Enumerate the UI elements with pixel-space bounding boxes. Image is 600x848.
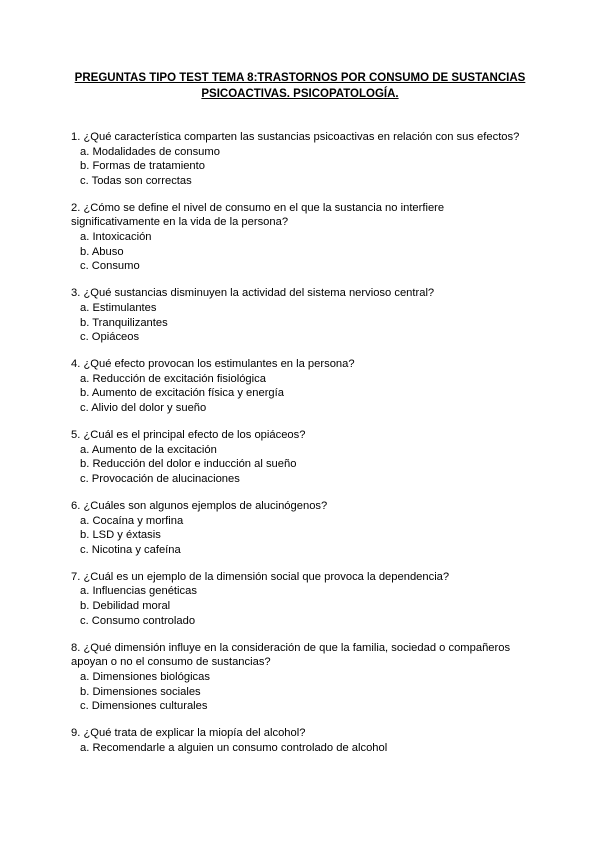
answer-option: b. Aumento de excitación física y energía [80,387,284,400]
question-text: 4. ¿Qué efecto provocan los estimulantes en la persona? [71,358,355,371]
answer-option: b. Tranquilizantes [80,316,168,329]
question-9 [71,726,541,755]
answer-option: c. Dimensiones culturales [80,700,208,713]
question-text: 3. ¿Qué sustancias disminuyen la actividad del sistema nervioso central? [71,287,435,300]
question-text: 1. ¿Qué característica comparten las sustancias psicoactivas en relación con sus efectos? [71,131,520,143]
answer-option: a. Estimulantes [80,301,157,314]
question-4 [71,357,541,415]
question-text: 5. ¿Cuál es el principal efecto de los opiáceos? [71,429,306,442]
answer-option: b. Abuso [80,245,124,258]
answer-option: a. Modalidades de consumo [80,145,220,158]
question-text: 2. ¿Cómo se define el nivel de consumo en el que la sustancia no interfiere [71,201,445,214]
question-text: 6. ¿Cuáles son algunos ejemplos de alucinógenos? [71,499,328,512]
answer-option: a. Reducción de excitación fisiológica [80,372,266,385]
question-text: 9. ¿Qué trata de explicar la miopía del alcohol? [71,727,306,740]
answer-option: a. Influencias genéticas [80,585,197,598]
question-2 [71,201,541,274]
answer-option: b. Debilidad moral [80,600,171,613]
answer-option: a. Dimensiones biológicas [80,670,210,683]
answer-option: a. Aumento de la excitación [80,443,217,456]
question-3 [71,286,541,344]
answer-option: c. Alivio del dolor y sueño [80,402,207,414]
answer-option: b. Dimensiones sociales [80,685,201,698]
answer-option: b. Formas de tratamiento [80,160,205,173]
question-text: apoyan o no el consumo de sustancias? [71,656,271,669]
question-5 [71,428,541,486]
question-list [71,130,541,768]
page-title [0,70,600,102]
answer-option: c. Todas son correctas [80,174,192,187]
question-text: 8. ¿Qué dimensión influye en la consideración de que la familia, sociedad o compañeros [71,641,511,654]
answer-option: c. Consumo controlado [80,614,196,627]
answer-option: b. LSD y éxtasis [80,529,161,542]
title-line-1: PREGUNTAS TIPO TEST TEMA 8:TRASTORNOS POR CONSUMO DE SUSTANCIAS [74,72,526,84]
question-8 [71,641,541,714]
question-7 [71,570,541,628]
question-text: significativamente en la vida de la persona? [71,216,289,229]
answer-option: b. Reducción del dolor e inducción al sueño [80,458,297,471]
title-line-2: PSICOACTIVAS. PSICOPATOLOGÍA. [201,88,399,100]
question-text: 7. ¿Cuál es un ejemplo de la dimensión social que provoca la dependencia? [71,570,450,583]
answer-option: a. Intoxicación [80,231,152,244]
answer-option: c. Opiáceos [80,331,140,344]
answer-option: c. Nicotina y cafeína [80,543,181,556]
answer-option: c. Provocación de alucinaciones [80,472,240,485]
question-1 [71,130,541,188]
answer-option: c. Consumo [80,260,140,273]
answer-option: a. Cocaína y morfina [80,514,184,527]
question-6 [71,499,541,557]
answer-option: a. Recomendarle a alguien un consumo controlado de alcohol [80,741,388,754]
